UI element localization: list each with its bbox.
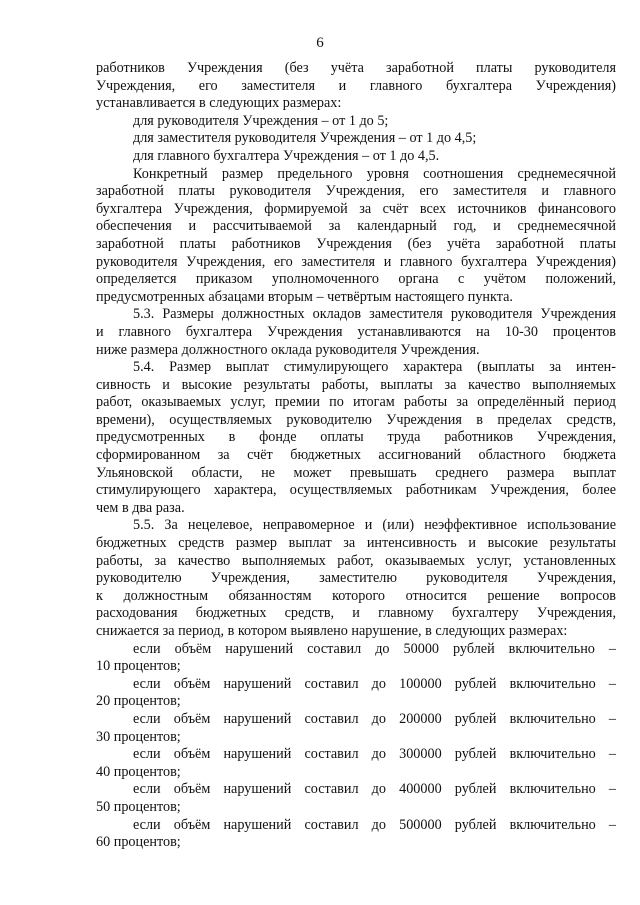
- text-line: если объём нарушений составил до 100000 рублей включительно –: [133, 675, 616, 692]
- text-line: руководителю Учреждения, заместителю руководителя Учреждения,: [96, 570, 616, 587]
- text-line: заработной платы руководителя Учреждения, его заместителя и главного: [96, 183, 616, 200]
- text-line: бюджетных средств размер выплат за интенсивность и высокие результаты: [96, 535, 616, 552]
- text-line: 50 процентов;: [96, 798, 181, 815]
- text-line: времени), осуществляемых руководителю Учреждения в пределах средств,: [96, 411, 616, 428]
- text-line: 40 процентов;: [96, 763, 181, 780]
- text-line: 30 процентов;: [96, 728, 181, 745]
- text-line: бухгалтера Учреждения, формируемой за счёт всех источников финансового: [96, 200, 616, 217]
- text-line: если объём нарушений составил до 300000 рублей включительно –: [133, 746, 616, 763]
- text-line: 60 процентов;: [96, 834, 181, 851]
- text-line: для главного бухгалтера Учреждения – от 1 до 4,5.: [133, 147, 440, 164]
- text-line: Учреждения, его заместителя и главного бухгалтера Учреждения): [96, 77, 616, 94]
- text-line: 20 процентов;: [96, 693, 181, 710]
- text-line: работников Учреждения (без учёта заработной платы руководителя: [96, 60, 616, 76]
- text-line: сформированном за счёт бюджетных ассигнований областного бюджета: [96, 447, 616, 464]
- text-line: стимулирующего характера, осуществляемых работникам Учреждения, более: [96, 482, 616, 499]
- text-line: определяется приказом уполномоченного органа с учётом положений,: [96, 271, 616, 288]
- text-line: 5.3. Размеры должностных окладов заместителя руководителя Учреждения: [133, 306, 616, 323]
- text-line: если объём нарушений составил до 200000 рублей включительно –: [133, 710, 616, 727]
- text-line: чем в два раза.: [96, 499, 185, 516]
- text-line: 5.4. Размер выплат стимулирующего характера (выплаты за интен-: [133, 359, 616, 376]
- text-line: предусмотренных абзацами вторым – четвёртым настоящего пункта.: [96, 288, 513, 305]
- page-number: 6: [316, 35, 324, 51]
- text-line: к должностным обязанностям которого относится решение вопросов: [96, 587, 616, 604]
- text-line: предусмотренных в фонде оплаты труда работников Учреждения,: [96, 429, 616, 446]
- text-line: работ, оказываемых услуг, премии по итогам работы за определённый период: [96, 394, 616, 411]
- text-line: обеспечения и рассчитываемой за календарный год, и среднемесячной: [96, 218, 616, 235]
- document-body: [96, 60, 616, 852]
- text-line: Конкретный размер предельного уровня соотношения среднемесячной: [133, 165, 616, 182]
- text-line: руководителя Учреждения, его заместителя и главного бухгалтера Учреждения): [96, 253, 616, 270]
- text-line: если объём нарушений составил до 400000 рублей включительно –: [133, 781, 616, 798]
- text-line: Ульяновской области, не может превышать среднего размера выплат: [96, 464, 616, 481]
- text-line: для руководителя Учреждения – от 1 до 5;: [133, 112, 389, 129]
- text-line: если объём нарушений составил до 50000 рублей включительно –: [133, 640, 616, 657]
- text-line: сивность и высокие результаты работы, выплаты за качество выполняемых: [96, 376, 616, 393]
- text-line: для заместителя руководителя Учреждения – от 1 до 4,5;: [133, 130, 477, 147]
- text-line: снижается за период, в котором выявлено нарушение, в следующих размерах:: [96, 623, 568, 639]
- text-line: ниже размера должностного оклада руководителя Учреждения.: [96, 341, 480, 358]
- text-line: если объём нарушений составил до 500000 рублей включительно –: [133, 816, 616, 833]
- text-line: 10 процентов;: [96, 658, 181, 675]
- text-line: и главного бухгалтера Учреждения устанавливаются на 10-30 процентов: [96, 323, 616, 340]
- text-line: заработной платы работников Учреждения (без учёта заработной платы: [96, 235, 616, 252]
- text-line: устанавливается в следующих размерах:: [96, 95, 342, 112]
- text-line: 5.5. За нецелевое, неправомерное и (или) неэффективное использование: [133, 517, 616, 534]
- text-line: расходования бюджетных средств, и главному бухгалтеру Учреждения,: [96, 605, 616, 622]
- text-line: работы, за качество выполняемых работ, оказываемых услуг, установленных: [96, 552, 616, 569]
